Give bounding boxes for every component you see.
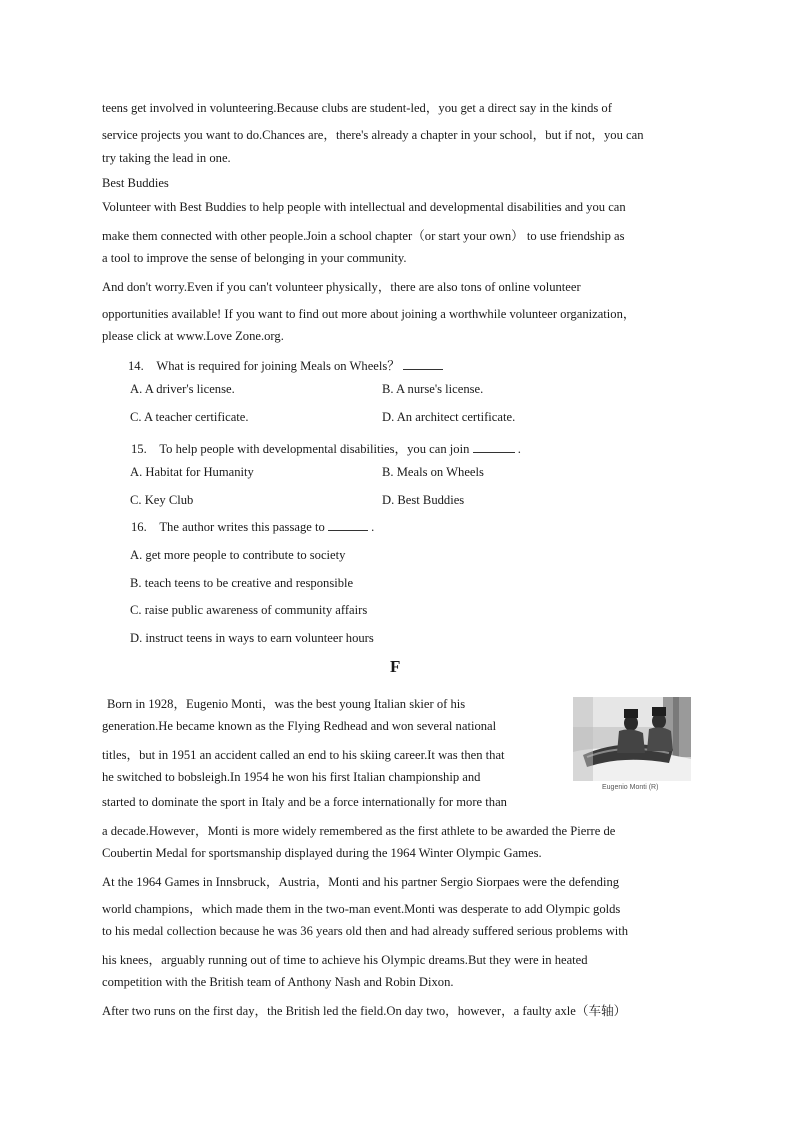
bobsleigh-photo <box>573 697 691 781</box>
answer-blank[interactable] <box>403 359 443 370</box>
passage-line: try taking the lead in one. <box>102 151 231 165</box>
option-a[interactable]: A. A driver's license. <box>130 382 235 396</box>
passage-line: titles，but in 1951 an accident called an end to his skiing career.It was then that <box>102 748 505 762</box>
passage-line: his knees，arguably running out of time to achieve his Olympic dreams.But they were in heated <box>102 953 588 967</box>
option-b[interactable]: B. teach teens to be creative and responsible <box>130 576 354 590</box>
passage-line: he switched to bobsleigh.In 1954 he won his first Italian championship and <box>102 770 481 784</box>
question-number: 16. <box>131 520 147 534</box>
option-d[interactable]: D. instruct teens in ways to earn volunteer hours <box>130 631 374 645</box>
passage-line: started to dominate the sport in Italy and be a force internationally for more than <box>102 795 507 809</box>
passage-line: competition with the British team of Anthony Nash and Robin Dixon. <box>102 975 454 989</box>
passage-line: service projects you want to do.Chances are，there's already a chapter in your school，but if not，you can <box>102 128 644 142</box>
question-number: 14. <box>128 359 144 373</box>
passage-line: opportunities available! If you want to find out more about joining a worthwhile volunteer organization， <box>102 307 636 321</box>
option-d[interactable]: D. An architect certificate. <box>382 410 516 424</box>
question-text: To help people with developmental disabilities，you can join <box>159 442 470 456</box>
passage-line: world champions，which made them in the two-man event.Monti was desperate to add Olympic golds <box>102 902 621 916</box>
option-a[interactable]: A. get more people to contribute to society <box>130 548 346 562</box>
question-stem <box>131 438 521 457</box>
passage-line: generation.He became known as the Flying Redhead and won several national <box>102 719 497 733</box>
option-a[interactable]: A. Habitat for Humanity <box>130 465 254 479</box>
option-b[interactable]: B. A nurse's license. <box>382 382 484 396</box>
option-d[interactable]: D. Best Buddies <box>382 493 465 507</box>
passage-line: After two runs on the first day，the British led the field.On day two，however，a faulty axle（车轴） <box>102 1004 627 1018</box>
photo-caption: Eugenio Monti (R) <box>602 784 659 791</box>
passage-line: a tool to improve the sense of belonging in your community. <box>102 251 407 265</box>
question-end: . <box>517 442 521 456</box>
passage-line: Volunteer with Best Buddies to help people with intellectual and developmental disabilities and you can <box>102 200 626 214</box>
passage-line: please click at www.Love Zone.org. <box>102 329 284 343</box>
question-stem <box>128 355 443 374</box>
option-c[interactable]: C. raise public awareness of community affairs <box>130 603 368 617</box>
photo-illustration <box>573 697 691 781</box>
passage-line: to his medal collection because he was 36 years old then and had already suffered serious problems with <box>102 924 629 938</box>
option-c[interactable]: C. Key Club <box>130 493 194 507</box>
passage-line: At the 1964 Games in Innsbruck，Austria，Monti and his partner Sergio Siorpaes were the defending <box>102 875 620 889</box>
option-c[interactable]: C. A teacher certificate. <box>130 410 249 424</box>
passage-line: make them connected with other people.Join a school chapter（or start your own） to use friendship as <box>102 229 625 243</box>
answer-blank[interactable] <box>473 442 515 453</box>
question-end: . <box>371 520 375 534</box>
question-text: What is required for joining Meals on Wheels？ <box>156 359 400 373</box>
question-stem <box>131 520 374 535</box>
passage-line: And don't worry.Even if you can't volunteer physically，there are also tons of online volunteer <box>102 280 581 294</box>
passage-line: a decade.However，Monti is more widely remembered as the first athlete to be awarded the Pierre de <box>102 824 616 838</box>
option-b[interactable]: B. Meals on Wheels <box>382 465 484 479</box>
question-text: The author writes this passage to <box>159 520 325 534</box>
question-number: 15. <box>131 442 147 456</box>
passage-line: Coubertin Medal for sportsmanship displayed during the 1964 Winter Olympic Games. <box>102 846 542 860</box>
section-heading: F <box>390 657 401 676</box>
passage-line: teens get involved in volunteering.Because clubs are student-led，you get a direct say in the kinds of <box>102 101 612 115</box>
subheading-best-buddies: Best Buddies <box>102 176 169 190</box>
answer-blank[interactable] <box>328 520 368 531</box>
passage-line: Born in 1928，Eugenio Monti，was the best young Italian skier of his <box>107 697 466 711</box>
